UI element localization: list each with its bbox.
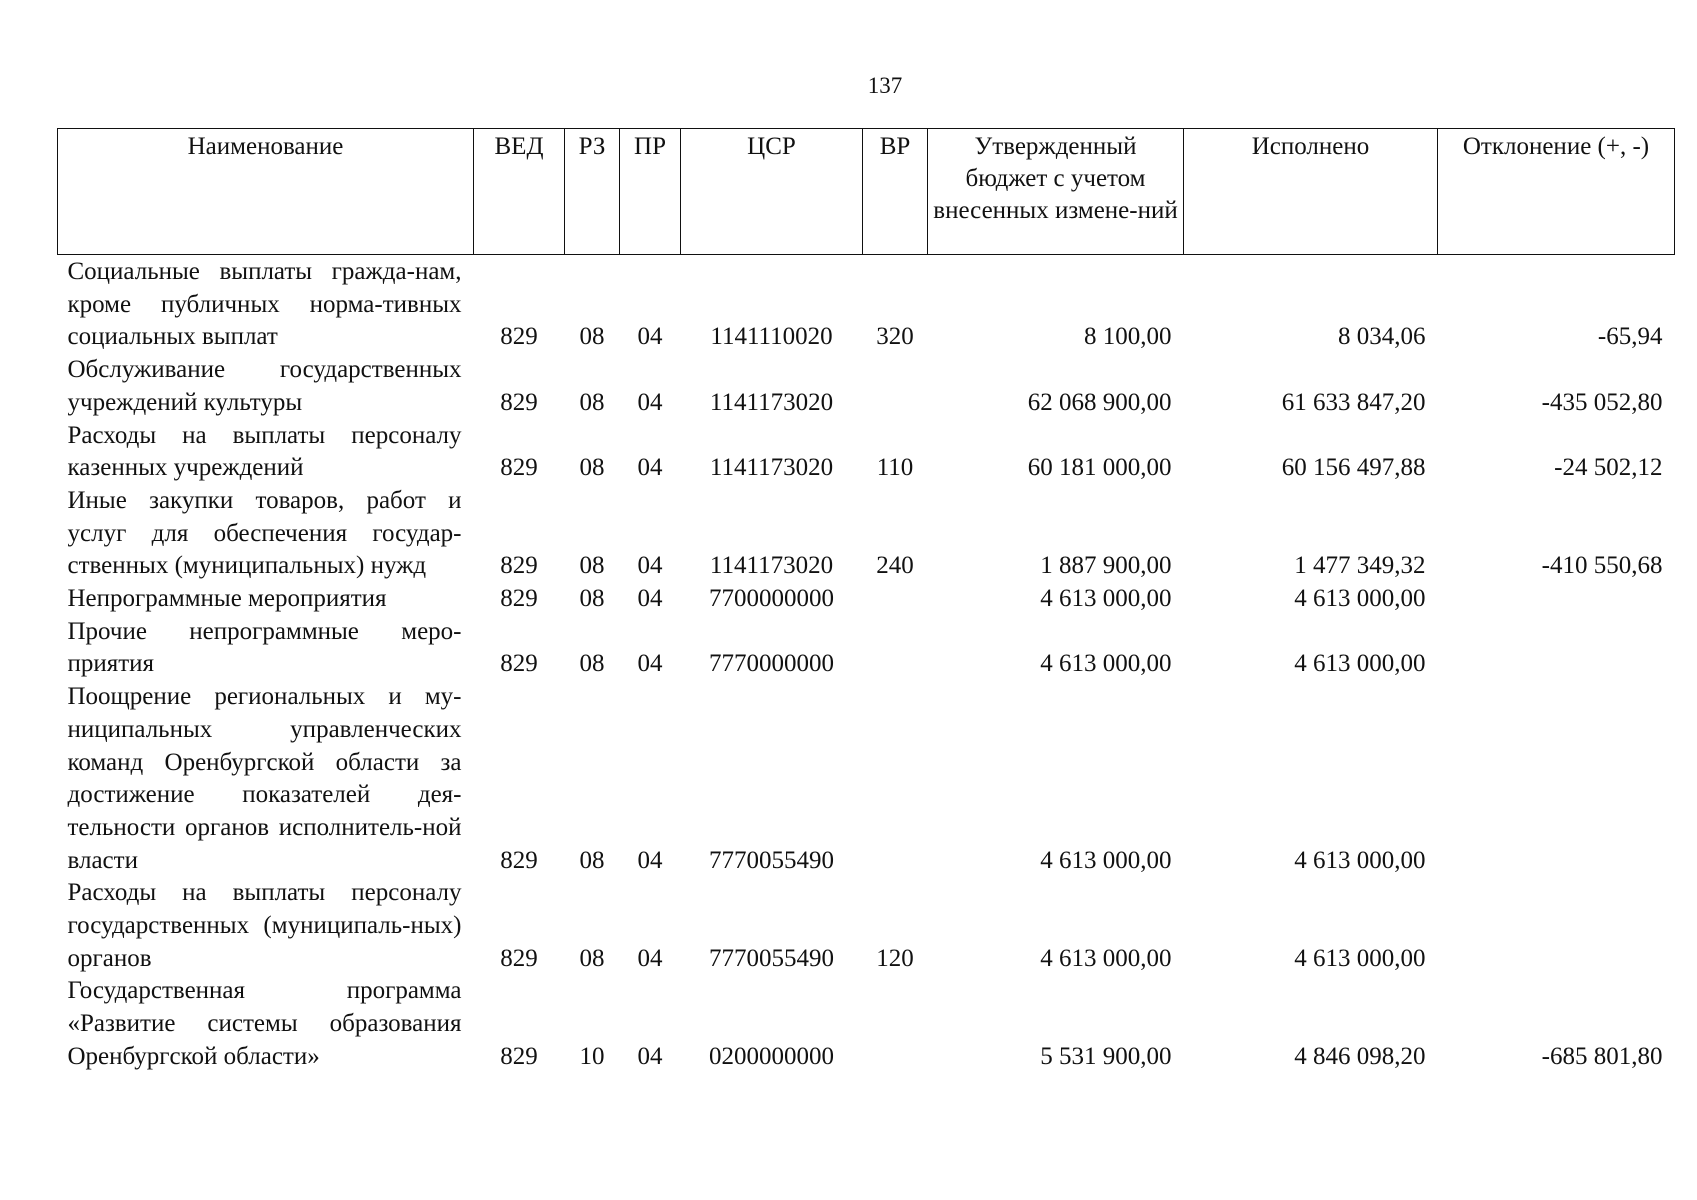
row-ved: 829: [500, 552, 538, 580]
row-pr: 04: [637, 944, 663, 972]
row-name: Иные закупки товаров, работ и услуг для обеспечения государ-ственных (муниципальных) нужд: [67, 486, 462, 580]
table-row: [58, 583, 1675, 616]
row-deviation: -410 550,68: [1541, 552, 1663, 580]
row-executed: 61 633 847,20: [1281, 388, 1426, 416]
row-vr: 240: [876, 552, 914, 580]
row-rz: 08: [579, 552, 605, 580]
row-vr: [863, 583, 928, 616]
table-row: [58, 420, 1675, 485]
row-deviation: -24 502,12: [1554, 454, 1663, 482]
row-vr: 120: [876, 944, 914, 972]
row-executed: 4 613 000,00: [1294, 585, 1426, 613]
row-deviation: -685 801,80: [1541, 1042, 1663, 1070]
row-approved: 8 100,00: [1084, 323, 1172, 351]
row-rz: 08: [579, 454, 605, 482]
row-executed: 4 613 000,00: [1294, 944, 1426, 972]
table-row: [58, 616, 1675, 681]
header-deviation: Отклонение (+, -): [1438, 129, 1675, 255]
row-vr: [863, 616, 928, 681]
row-executed: 8 034,06: [1338, 323, 1426, 351]
row-pr: 04: [637, 846, 663, 874]
row-ved: 829: [500, 388, 538, 416]
budget-execution-table: [57, 128, 1675, 1074]
row-executed: 4 846 098,20: [1294, 1042, 1426, 1070]
row-approved: 4 613 000,00: [1040, 585, 1172, 613]
row-approved: 4 613 000,00: [1040, 650, 1172, 678]
row-csr: 1141173020: [709, 388, 834, 416]
row-rz: 08: [579, 585, 605, 613]
row-rz: 08: [579, 846, 605, 874]
row-deviation: -435 052,80: [1541, 388, 1663, 416]
row-ved: 829: [500, 650, 538, 678]
row-ved: 829: [500, 323, 538, 351]
table-row: [58, 975, 1675, 1073]
row-name: Социальные выплаты граждa-нам, кроме публичных норма-тивных социальных выплат: [67, 258, 462, 351]
row-vr: [863, 354, 928, 419]
row-approved: 4 613 000,00: [1040, 846, 1172, 874]
header-name: Наименование: [58, 129, 474, 255]
row-rz: 08: [579, 650, 605, 678]
table-row: [58, 681, 1675, 877]
row-vr: 110: [876, 454, 914, 482]
row-name: Расходы на выплаты персоналу государственных (муниципаль-ных) органов: [67, 879, 462, 972]
row-executed: 4 613 000,00: [1294, 650, 1426, 678]
row-deviation: -65,94: [1597, 323, 1663, 351]
table-row: [58, 354, 1675, 419]
row-pr: 04: [637, 650, 663, 678]
row-csr: 7770055490: [709, 944, 834, 972]
header-ved: ВЕД: [474, 129, 565, 255]
row-csr: 1141173020: [709, 454, 834, 482]
row-csr: 1141110020: [710, 323, 833, 351]
header-vr: ВР: [863, 129, 928, 255]
row-executed: 60 156 497,88: [1281, 454, 1426, 482]
page-number: 137: [867, 73, 903, 98]
row-csr: 7770055490: [709, 846, 834, 874]
header-rz: РЗ: [565, 129, 620, 255]
row-pr: 04: [637, 1042, 663, 1070]
row-name: Государственная программа «Развитие системы образования Оренбургской области»: [67, 977, 462, 1070]
row-name: Непрограммные мероприятия: [67, 585, 387, 613]
row-vr: [863, 681, 928, 877]
row-deviation: [1438, 616, 1675, 681]
row-executed: 1 477 349,32: [1294, 552, 1426, 580]
table-header-row: [58, 129, 1675, 255]
row-ved: 829: [500, 454, 538, 482]
row-csr: 7700000000: [709, 585, 834, 613]
header-executed: Исполнено: [1184, 129, 1438, 255]
row-rz: 08: [579, 323, 605, 351]
row-deviation: [1438, 877, 1675, 975]
row-csr: 1141173020: [709, 552, 834, 580]
row-ved: 829: [500, 1042, 538, 1070]
row-deviation: [1438, 583, 1675, 616]
header-csr: ЦСР: [681, 129, 863, 255]
row-executed: 4 613 000,00: [1294, 846, 1426, 874]
row-pr: 04: [637, 552, 663, 580]
row-approved: 62 068 900,00: [1027, 388, 1172, 416]
row-name: Обслуживание государственных учреждений культуры: [67, 356, 462, 416]
row-ved: 829: [500, 585, 538, 613]
row-approved: 1 887 900,00: [1040, 552, 1172, 580]
row-pr: 04: [637, 454, 663, 482]
row-pr: 04: [637, 323, 663, 351]
row-rz: 08: [579, 388, 605, 416]
row-ved: 829: [500, 944, 538, 972]
table-body: [58, 255, 1675, 1074]
table-row: [58, 485, 1675, 583]
header-approved-budget: Утвержденный бюджет с учетом внесенных измене-ний: [928, 129, 1184, 255]
row-approved: 4 613 000,00: [1040, 944, 1172, 972]
row-name: Прочие непрограммные меро-приятия: [67, 617, 462, 678]
row-approved: 60 181 000,00: [1027, 454, 1172, 482]
row-approved: 5 531 900,00: [1040, 1042, 1172, 1070]
row-vr: [863, 975, 928, 1073]
row-ved: 829: [500, 846, 538, 874]
row-rz: 10: [579, 1042, 605, 1070]
row-csr: 7770000000: [709, 650, 834, 678]
row-csr: 0200000000: [709, 1042, 834, 1070]
row-deviation: [1438, 681, 1675, 877]
row-rz: 08: [579, 944, 605, 972]
table-row: [58, 255, 1675, 355]
row-pr: 04: [637, 388, 663, 416]
row-name: Расходы на выплаты персоналу казенных учреждений: [67, 421, 462, 482]
table-row: [58, 877, 1675, 975]
row-pr: 04: [637, 585, 663, 613]
row-name: Поощрение региональных и му-ниципальных управленческих команд Оренбургской области за достижение показателей дея-тельности органов исполнитель-ной власти: [67, 683, 462, 874]
header-pr: ПР: [620, 129, 681, 255]
row-vr: 320: [876, 323, 914, 351]
